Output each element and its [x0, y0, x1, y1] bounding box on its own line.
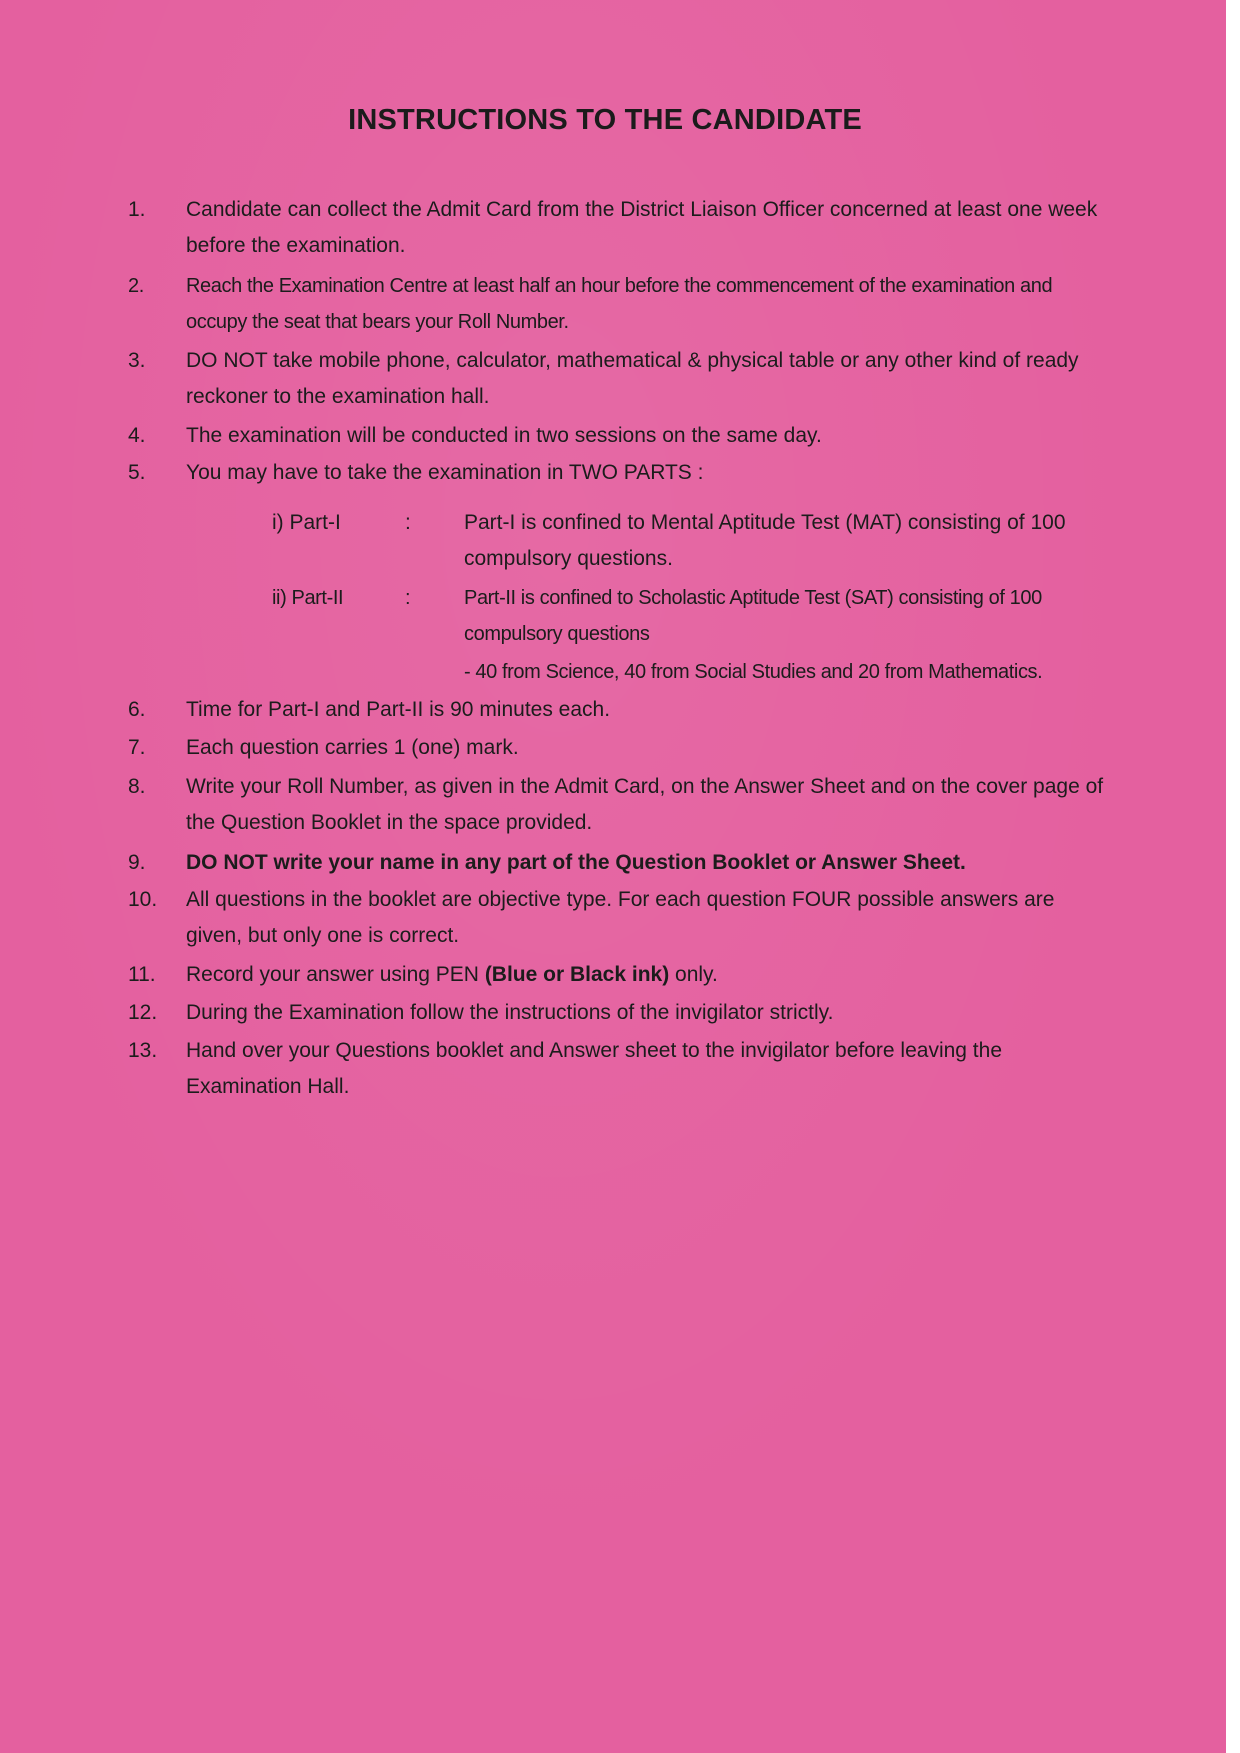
instruction-item-9: [128, 845, 1108, 881]
instruction-item-7: [128, 730, 1108, 766]
instruction-item-11: [128, 957, 1108, 993]
item-text: Candidate can collect the Admit Card from the District Liaison Officer concerned at least one week before the examination.: [186, 198, 1098, 257]
item-text: Each question carries 1 (one) mark.: [186, 736, 519, 759]
item-text: The examination will be conducted in two sessions on the same day.: [186, 424, 822, 447]
item-number: 1.: [128, 198, 146, 221]
instruction-item-8: [128, 769, 1108, 841]
part-label: ii) Part-II: [272, 587, 344, 609]
instruction-item-5: [128, 455, 1108, 491]
item-number: 12.: [128, 1001, 158, 1024]
item-text: DO NOT take mobile phone, calculator, mathematical & physical table or any other kind of ready reckoner to the examination hall.: [186, 349, 1079, 408]
part-row-1: [272, 505, 1112, 577]
part-description: Part-I is confined to Mental Aptitude Test (MAT) consisting of 100 compulsory questions.: [464, 511, 1066, 570]
instruction-item-3: [128, 343, 1108, 415]
item-text: Hand over your Questions booklet and Answer sheet to the invigilator before leaving the Examination Hall.: [186, 1039, 1002, 1098]
item-number: 11.: [128, 963, 156, 986]
page-title: INSTRUCTIONS TO THE CANDIDATE: [348, 104, 862, 136]
instruction-item-6: [128, 692, 1108, 728]
item-text: DO NOT write your name in any part of the Question Booklet or Answer Sheet.: [186, 851, 966, 874]
part-note: - 40 from Science, 40 from Social Studies and 20 from Mathematics.: [464, 661, 1043, 683]
item-text: You may have to take the examination in TWO PARTS :: [186, 461, 704, 484]
instruction-item-10: [128, 882, 1108, 954]
item-text: Time for Part-I and Part-II is 90 minutes each.: [186, 698, 611, 721]
ink-color-emphasis: (Blue or Black ink): [484, 963, 670, 986]
item-text: All questions in the booklet are objective type. For each question FOUR possible answers are given, but only one is correct.: [186, 888, 1055, 947]
item-number: 9.: [128, 851, 146, 874]
item-number: 5.: [128, 461, 146, 484]
part-label: i) Part-I: [272, 511, 341, 534]
item-number: 3.: [128, 349, 146, 372]
part-colon: :: [405, 587, 411, 609]
item-text: Write your Roll Number, as given in the Admit Card, on the Answer Sheet and on the cover page of the Question Booklet in the space provided.: [186, 775, 1104, 834]
part-note-row: [272, 654, 1112, 690]
part-description: Part-II is confined to Scholastic Aptitude Test (SAT) consisting of 100 compulsory questions: [464, 587, 1042, 645]
item-number: 7.: [128, 736, 146, 759]
item-text: Reach the Examination Centre at least half an hour before the commencement of the examination and occupy the seat that bears your Roll Number.: [186, 275, 1053, 333]
item-number: 6.: [128, 698, 146, 721]
item-number: 8.: [128, 775, 146, 798]
item-number: 4.: [128, 424, 146, 447]
item-number: 2.: [128, 275, 144, 297]
item-text: [186, 957, 1108, 993]
part-row-2: [272, 580, 1112, 652]
instruction-item-4: [128, 418, 1108, 454]
instruction-item-1: [128, 192, 1108, 264]
item-number: 10.: [128, 888, 158, 911]
item-text-part: only.: [669, 963, 718, 986]
instruction-item-2: [128, 268, 1108, 340]
item-number: 13.: [128, 1039, 158, 1062]
instruction-item-12: [128, 995, 1108, 1031]
instruction-item-13: [128, 1033, 1108, 1105]
part-colon: :: [405, 511, 411, 534]
item-text-part: Record your answer using PEN: [186, 963, 485, 986]
item-text: During the Examination follow the instructions of the invigilator strictly.: [186, 1001, 834, 1024]
